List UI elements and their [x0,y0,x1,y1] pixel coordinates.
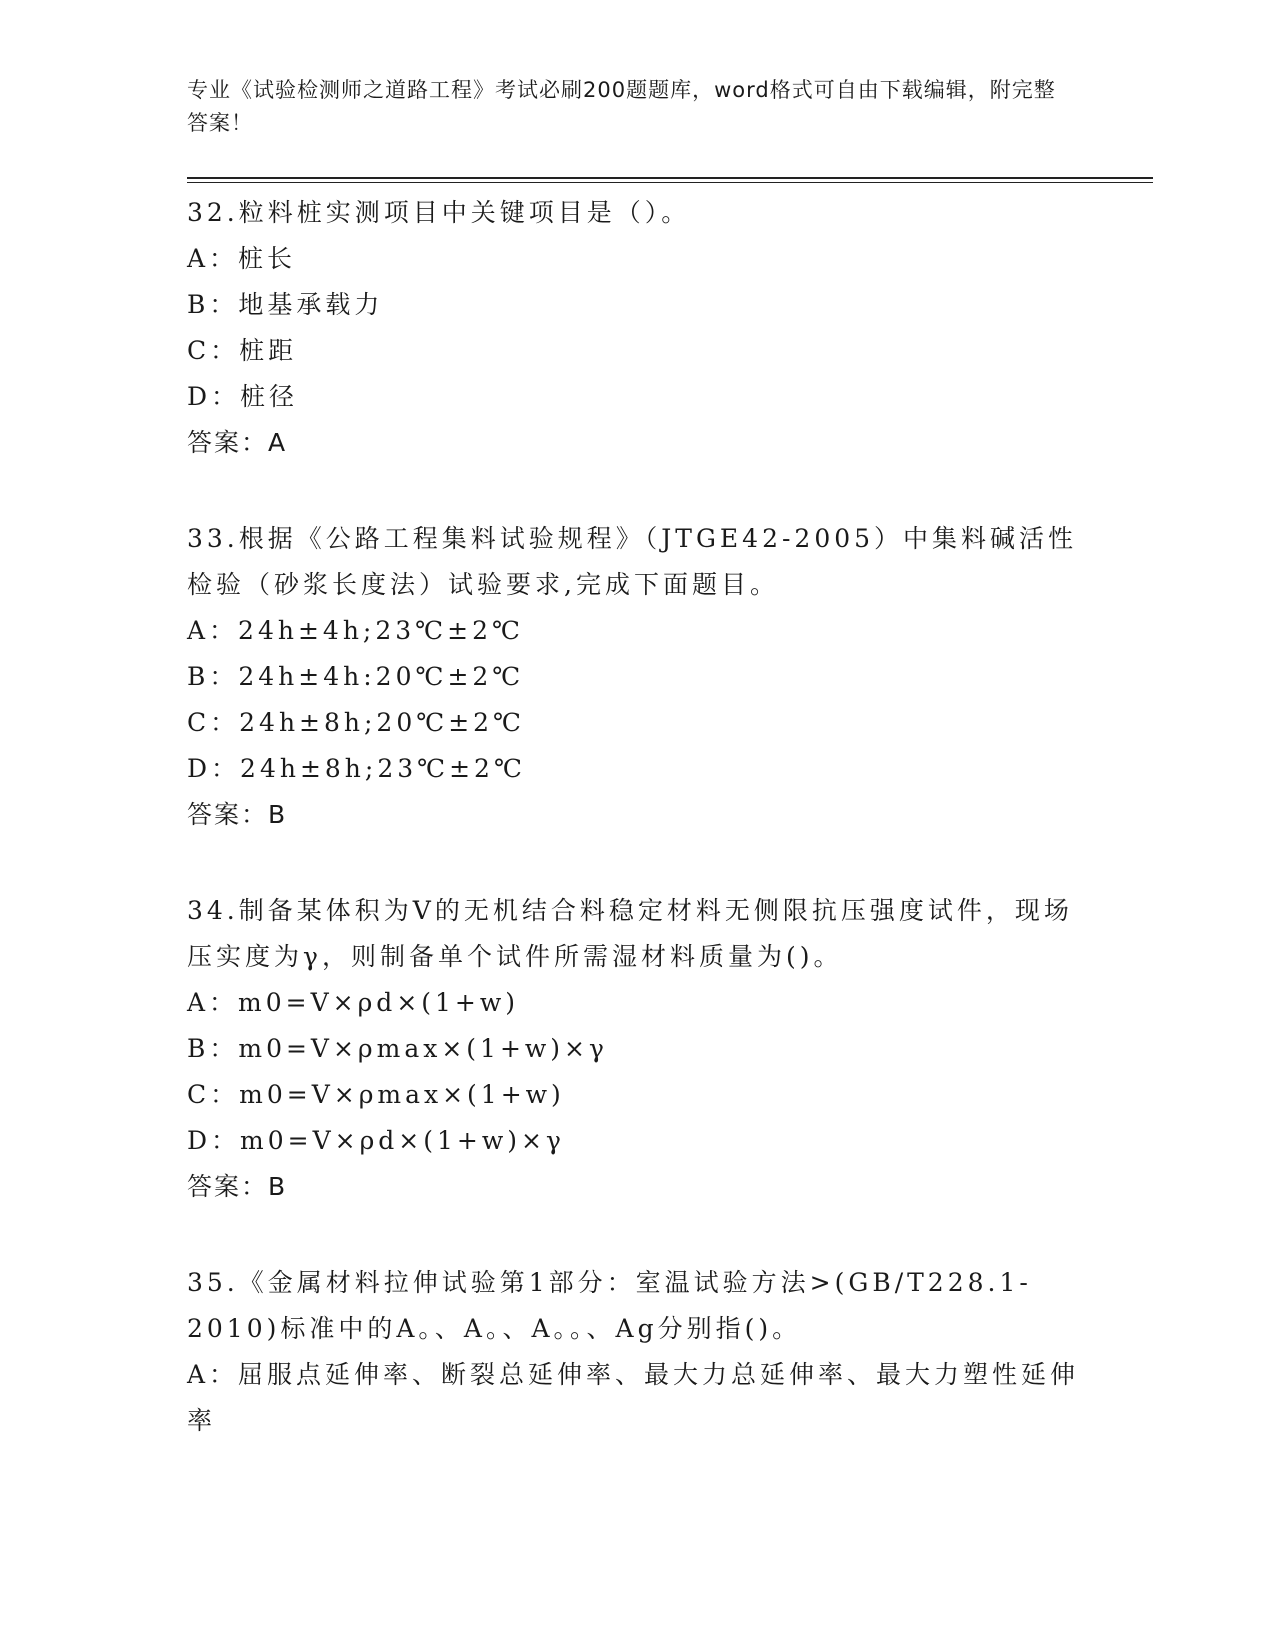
question-stem: 33.根据《公路工程集料试验规程》（JTGE42-2005）中集料碱活性检验（砂浆长度法）试验要求,完成下面题目。 [187,524,1078,599]
option-c: C：24h±8h;20℃±2℃ [187,708,526,737]
option-d: D：m0=V×ρd×(1+w)×γ [187,1126,565,1155]
answer-line: 答案：A [187,428,288,457]
document-header: 专业《试验检测师之道路工程》考试必刷200题题库，word格式可自由下载编辑，附完整答案！ [187,78,1056,135]
question-32 [187,190,1087,466]
question-33 [187,516,1087,838]
question-34 [187,888,1087,1210]
answer-line: 答案：B [187,1172,288,1201]
option-a: A：24h±4h;23℃±2℃ [187,616,524,645]
question-stem: 32.粒料桩实测项目中关键项目是（）。 [187,198,691,227]
option-b: B：地基承载力 [187,290,384,319]
option-a: A：桩长 [187,244,297,273]
question-stem: 34.制备某体积为V的无机结合料稳定材料无侧限抗压强度试件，现场压实度为γ，则制备单个试件所需湿材料质量为()。 [187,896,1073,971]
option-b: B：m0=V×ρmax×(1+w)×γ [187,1034,608,1063]
option-a: A：m0=V×ρd×(1+w) [187,988,520,1017]
option-c: C：m0=V×ρmax×(1+w) [187,1080,565,1109]
option-a: A：屈服点延伸率、断裂总延伸率、最大力总延伸率、最大力塑性延伸率 [187,1360,1080,1435]
header-divider-thick [187,177,1153,179]
option-d: D：24h±8h;23℃±2℃ [187,754,526,783]
answer-line: 答案：B [187,800,288,829]
option-d: D：桩径 [187,382,299,411]
question-35 [187,1260,1087,1444]
option-c: C：桩距 [187,336,298,365]
question-list [187,190,1087,1444]
option-b: B：24h±4h:20℃±2℃ [187,662,525,691]
header-divider-thin [187,182,1153,183]
question-stem: 35.《金属材料拉伸试验第1部分：室温试验方法>(GB/T228.1-2010)标准中的A。、A。、A。。、Ag分别指()。 [187,1268,1032,1343]
